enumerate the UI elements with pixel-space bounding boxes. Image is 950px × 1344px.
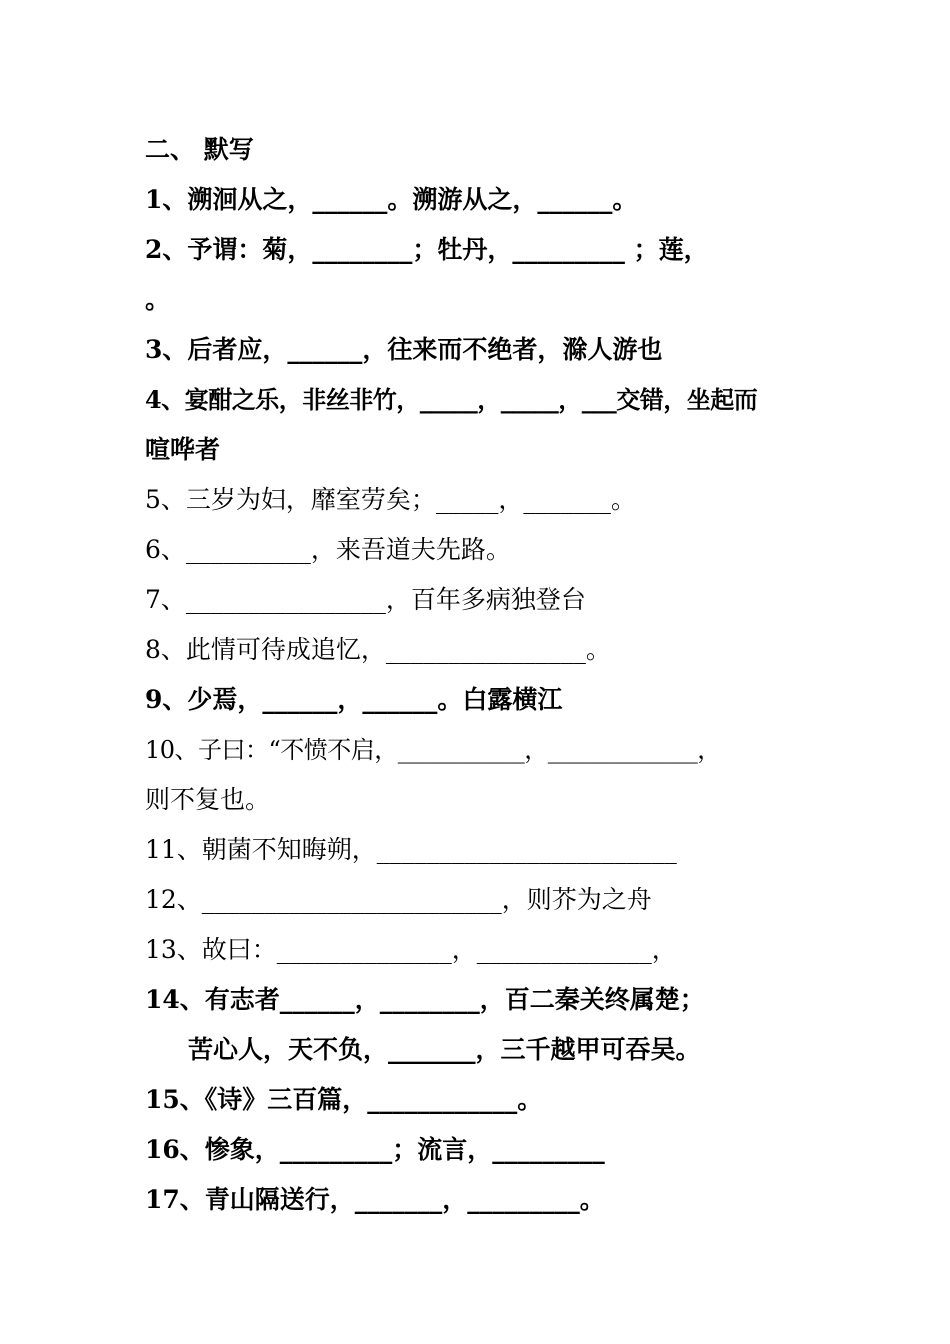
question-6: 6、__________，来吾道夫先路。 xyxy=(145,535,511,564)
question-5: 5、三岁为妇，靡室劳矣；_____，_______。 xyxy=(145,485,636,514)
question-3: 3、后者应，______，往来而不绝者，滁人游也 xyxy=(145,335,663,364)
question-14: 14、有志者______，________，百二秦关终属楚； xyxy=(145,985,705,1014)
question-14-continuation: 苦心人，天不负，_______，三千越甲可吞吴。 xyxy=(188,1035,701,1064)
question-15: 15、《诗》三百篇，____________。 xyxy=(145,1085,543,1114)
question-16: 16、惨象，_________；流言，_________ xyxy=(145,1135,605,1164)
section-heading: 二、 默写 xyxy=(145,135,254,164)
question-4: 4、宴酣之乐，非丝非竹，_____，_____，___交错，坐起而 xyxy=(145,385,758,414)
question-11: 11、朝菌不知晦朔，________________________ xyxy=(145,835,677,864)
question-1: 1、溯洄从之，______。溯游从之，______。 xyxy=(145,185,638,214)
question-12: 12、________________________，则芥为之舟 xyxy=(145,885,652,914)
question-2: 2、予谓：菊，________；牡丹，_________ ；莲， xyxy=(145,235,709,264)
question-17: 17、青山隔送行，_______，_________。 xyxy=(145,1185,605,1214)
question-10-continuation: 则不复也。 xyxy=(145,785,271,814)
question-9: 9、少焉，______，______。白露横江 xyxy=(145,685,563,714)
question-8: 8、此情可待成追忆，________________。 xyxy=(145,635,611,664)
question-2-continuation: 。 xyxy=(145,285,171,314)
question-7: 7、________________，百年多病独登台 xyxy=(145,585,586,614)
question-13: 13、故曰：______________，______________， xyxy=(145,935,677,964)
question-10: 10、子曰：“不愤不启，___________，_____________， xyxy=(145,736,721,764)
question-4-continuation: 喧哗者 xyxy=(145,435,221,464)
